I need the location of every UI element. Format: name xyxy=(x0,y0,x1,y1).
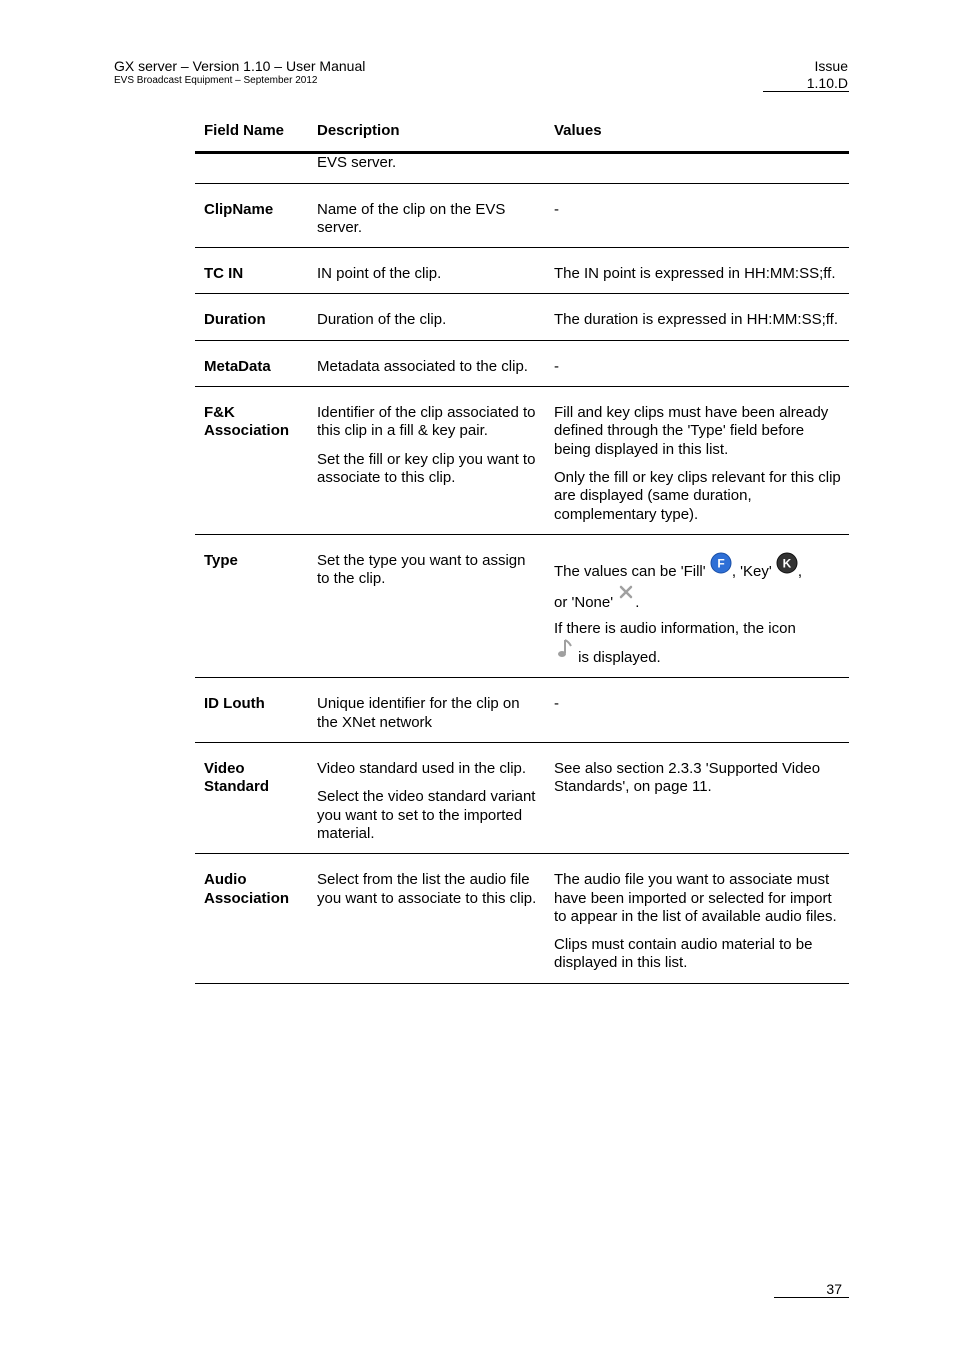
svg-text:K: K xyxy=(782,556,792,571)
field-name: Duration xyxy=(195,294,308,340)
table-row xyxy=(195,340,849,386)
field-table xyxy=(195,112,849,984)
page-header xyxy=(114,58,365,87)
description-text: Set the type you want to assign to the clip. xyxy=(317,551,526,588)
svg-text:F: F xyxy=(717,556,725,571)
table-header-row xyxy=(195,112,849,153)
values-text: or 'None' xyxy=(554,593,614,611)
values-text: , 'Key' xyxy=(731,562,772,580)
field-name: ClipName xyxy=(195,183,308,248)
col-header-values: Values xyxy=(545,112,849,153)
field-name: Audio Association xyxy=(195,854,308,983)
header-divider xyxy=(763,91,849,92)
field-description xyxy=(308,183,545,248)
field-name: Type xyxy=(195,534,308,678)
field-name xyxy=(195,153,308,183)
table-row xyxy=(195,153,849,183)
col-header-description: Description xyxy=(308,112,545,153)
footer-divider xyxy=(774,1297,849,1298)
values-text: - xyxy=(554,695,559,713)
values-text: The duration is expressed in HH:MM:SS;ff. xyxy=(554,311,839,329)
values-text: - xyxy=(554,200,559,218)
field-description xyxy=(308,743,545,854)
field-name: MetaData xyxy=(195,340,308,386)
field-description xyxy=(308,248,545,294)
issue-label: Issue xyxy=(814,58,848,74)
values-text: - xyxy=(554,357,559,375)
values-text: is displayed. xyxy=(578,649,661,667)
field-description xyxy=(308,534,545,678)
description-text: Identifier of the clip associated to this clip in a fill & key pair. xyxy=(317,404,536,440)
field-name: ID Louth xyxy=(195,678,308,743)
field-description xyxy=(308,678,545,743)
field-description xyxy=(308,340,545,386)
type-values-line xyxy=(554,552,841,614)
field-values xyxy=(545,854,849,983)
fill-icon xyxy=(710,552,732,574)
field-description xyxy=(308,153,545,183)
field-values xyxy=(545,183,849,248)
values-text: The audio file you want to associate must have been imported or selected for import to appear in the list of available audio files. xyxy=(554,871,837,925)
table-row xyxy=(195,183,849,248)
description-text: Select the video standard variant you want to set to the imported material. xyxy=(317,788,536,842)
table-row xyxy=(195,854,849,983)
field-description xyxy=(308,387,545,535)
field-name: Video Standard xyxy=(195,743,308,854)
audio-icon xyxy=(554,638,574,660)
field-description xyxy=(308,854,545,983)
field-values xyxy=(545,340,849,386)
values-text: Only the fill or key clips relevant for this clip are displayed (same duration, complementary type). xyxy=(554,468,841,523)
values-text: . xyxy=(635,593,640,611)
field-values xyxy=(545,248,849,294)
table-row xyxy=(195,534,849,678)
description-text: EVS server. xyxy=(317,154,397,172)
key-icon xyxy=(776,552,798,574)
description-text: Video standard used in the clip. xyxy=(317,760,527,778)
audio-icon-line xyxy=(554,620,841,668)
table-row xyxy=(195,387,849,535)
field-name: F&K Association xyxy=(195,387,308,535)
table-row xyxy=(195,248,849,294)
values-text: Clips must contain audio material to be displayed in this list. xyxy=(554,936,813,972)
manual-subtitle: EVS Broadcast Equipment – September 2012 xyxy=(114,75,318,86)
values-text: Fill and key clips must have been already defined through the 'Type' field before being displayed in this list. xyxy=(554,404,829,458)
field-values xyxy=(545,153,849,183)
none-icon xyxy=(617,583,635,601)
issue-block xyxy=(807,58,848,91)
field-values xyxy=(545,678,849,743)
description-text: Metadata associated to the clip. xyxy=(317,357,528,375)
field-values xyxy=(545,294,849,340)
description-text: Duration of the clip. xyxy=(317,311,447,329)
manual-title: GX server – Version 1.10 – User Manual xyxy=(114,58,366,74)
table-row xyxy=(195,743,849,854)
page-number: 37 xyxy=(826,1281,842,1297)
description-text: Unique identifier for the clip on the XNet network xyxy=(317,695,520,731)
values-text: The values can be 'Fill' xyxy=(554,562,706,580)
description-text: IN point of the clip. xyxy=(317,265,442,283)
values-text: See also section 2.3.3 'Supported Video Standards', on page 11. xyxy=(554,760,821,796)
values-text: , xyxy=(797,562,803,580)
description-text: Set the fill or key clip you want to associate to this clip. xyxy=(317,450,536,486)
field-values xyxy=(545,743,849,854)
field-values xyxy=(545,387,849,535)
values-text: If there is audio information, the icon xyxy=(554,619,796,637)
description-text: Name of the clip on the EVS server. xyxy=(317,200,506,236)
col-header-field: Field Name xyxy=(195,112,308,153)
field-description xyxy=(308,294,545,340)
issue-value: 1.10.D xyxy=(806,74,848,91)
values-text: The IN point is expressed in HH:MM:SS;ff. xyxy=(554,265,836,283)
field-values xyxy=(545,534,849,678)
description-text: Select from the list the audio file you want to associate to this clip. xyxy=(317,871,537,907)
table-row xyxy=(195,678,849,743)
table-row xyxy=(195,294,849,340)
field-name: TC IN xyxy=(195,248,308,294)
